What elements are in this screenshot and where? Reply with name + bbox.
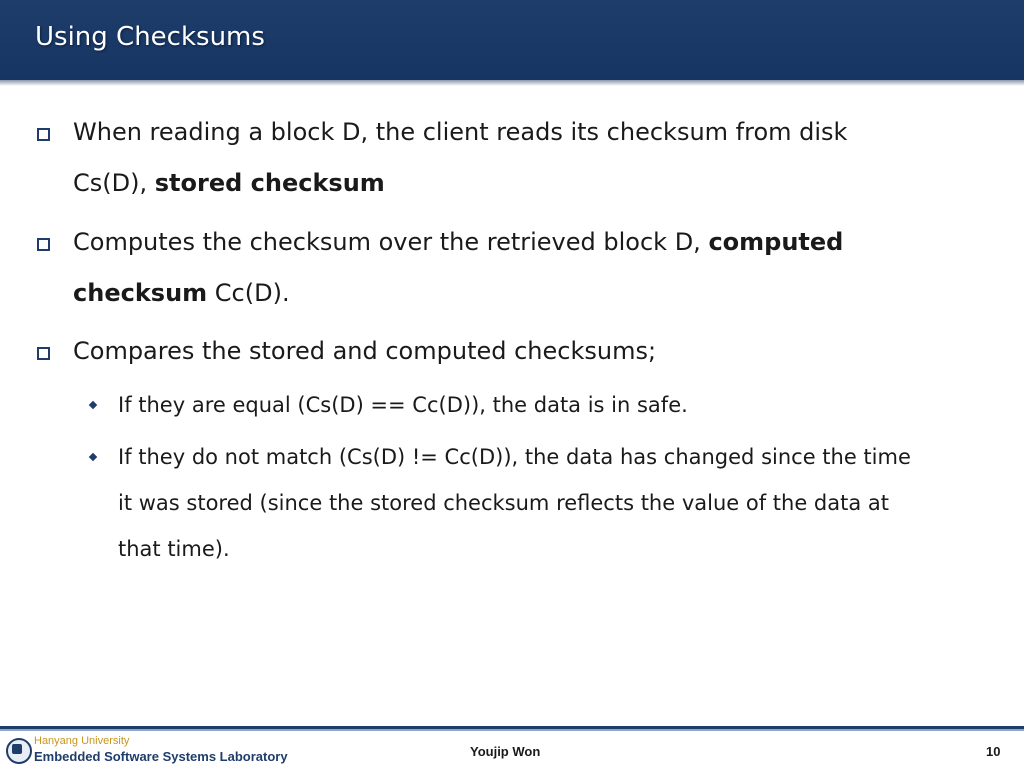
bullet-2-plain: Computes the checksum over the retrieved block D,	[73, 228, 709, 256]
author-name: Youjip Won	[470, 744, 541, 759]
diamond-bullet-icon	[89, 401, 97, 409]
bullet-1-bold: stored checksum	[154, 169, 385, 197]
sub-bullet-2-text-2: it was stored (since the stored checksum reflects the value of the data at	[118, 491, 890, 515]
bullet-2-line-1	[73, 216, 843, 268]
sub-bullet-2-line-1	[118, 434, 911, 480]
bullet-3-line-1	[73, 325, 656, 377]
sub-bullet-2-text-1: If they do not match (Cs(D) != Cc(D)), the data has changed since the time	[118, 445, 911, 469]
bullet-3-text: Compares the stored and computed checksums;	[73, 337, 657, 365]
footer-divider-accent	[0, 729, 1024, 731]
bullet-2-plain-2: Cc(D).	[207, 279, 290, 307]
sub-bullet-1-text: If they are equal (Cs(D) == Cc(D)), the data is in safe.	[118, 393, 688, 417]
university-seal-center	[12, 744, 22, 754]
title-bar-shadow	[0, 80, 1024, 86]
bullet-2-bold-2: checksum	[73, 279, 208, 307]
sub-bullet-1-line-1	[118, 382, 688, 428]
square-bullet-icon	[37, 238, 50, 251]
bullet-2-line-2	[73, 267, 290, 319]
bullet-2-bold: computed	[708, 228, 844, 256]
lab-name: Embedded Software Systems Laboratory	[34, 749, 288, 764]
bullet-1-text: When reading a block D, the client reads its checksum from disk	[73, 118, 848, 146]
page-number: 10	[986, 744, 1001, 759]
university-name: Hanyang University	[34, 735, 130, 747]
bullet-1-line-2	[73, 157, 385, 209]
diamond-bullet-icon	[89, 453, 97, 461]
bullet-1-plain: Cs(D),	[73, 169, 155, 197]
sub-bullet-2-line-3	[118, 526, 230, 572]
sub-bullet-2-text-3: that time).	[118, 537, 230, 561]
square-bullet-icon	[37, 347, 50, 360]
slide-title: Using Checksums	[35, 22, 265, 52]
bullet-1-line-1	[73, 106, 847, 158]
sub-bullet-2-line-2	[118, 480, 889, 526]
square-bullet-icon	[37, 128, 50, 141]
